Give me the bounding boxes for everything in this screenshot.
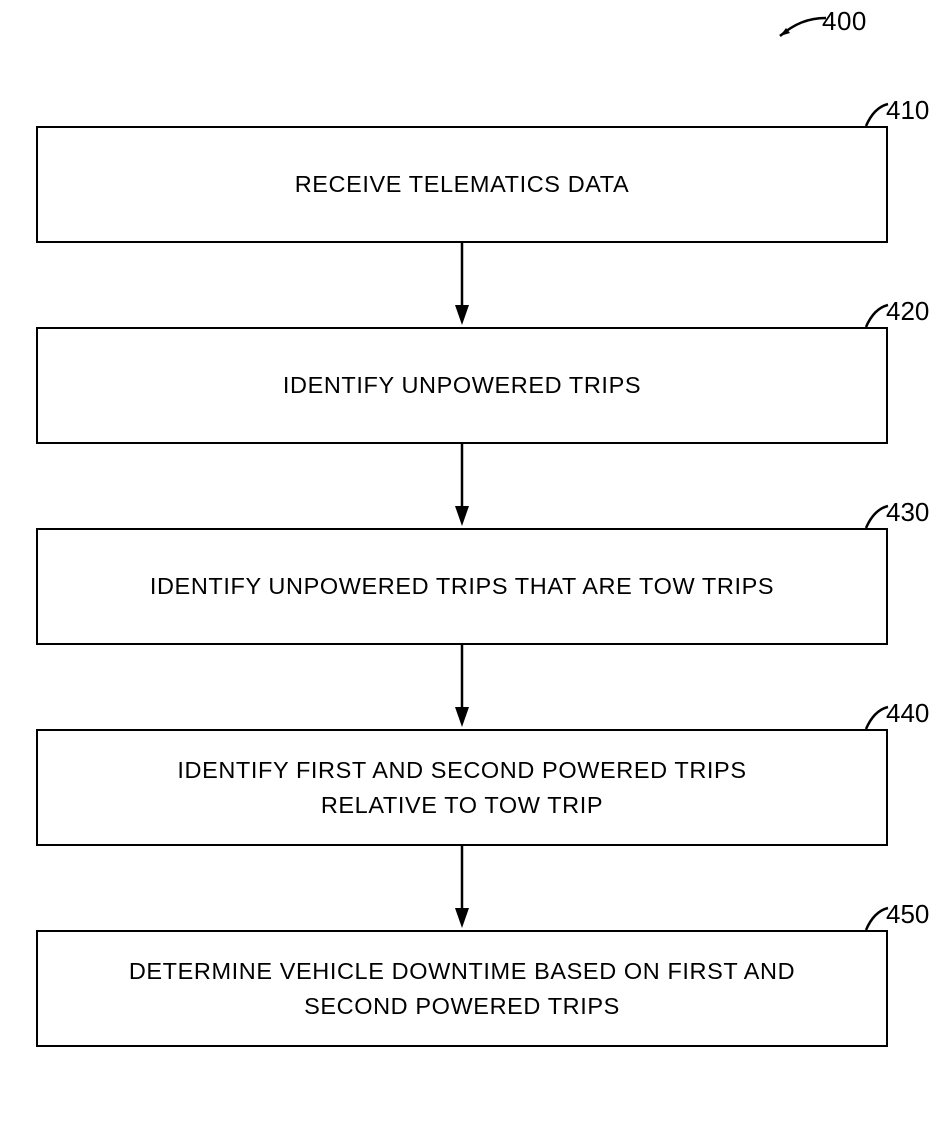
connector-410-420-icon xyxy=(447,243,477,327)
node-440-label xyxy=(177,753,746,821)
connector-420-430-icon xyxy=(447,444,477,528)
node-420[interactable] xyxy=(36,327,888,444)
ref-number-450: 450 xyxy=(886,899,930,929)
ref-number-430: 430 xyxy=(886,497,930,527)
ref-number-420: 420 xyxy=(886,296,930,326)
ref-number-440: 440 xyxy=(886,698,930,728)
node-440[interactable] xyxy=(36,729,888,846)
node-450-label xyxy=(129,954,795,1022)
ref-number-410: 410 xyxy=(886,95,930,125)
node-410-label: RECEIVE TELEMATICS DATA xyxy=(294,171,630,198)
node-450-label-line-2: SECOND POWERED TRIPS xyxy=(304,992,620,1019)
node-440-label-line-1: IDENTIFY FIRST AND SECOND POWERED TRIPS xyxy=(177,757,747,784)
connector-440-450-icon xyxy=(447,846,477,930)
node-420-label: IDENTIFY UNPOWERED TRIPS xyxy=(282,372,642,399)
node-450[interactable] xyxy=(36,930,888,1047)
node-410[interactable] xyxy=(36,126,888,243)
node-430[interactable] xyxy=(36,528,888,645)
node-450-label-line-1: DETERMINE VEHICLE DOWNTIME BASED ON FIRST AND xyxy=(128,958,796,985)
figure-number-leader-icon xyxy=(768,14,828,44)
figure-number: 400 xyxy=(822,6,867,36)
node-440-label-line-2: RELATIVE TO TOW TRIP xyxy=(320,791,604,818)
connector-430-440-icon xyxy=(447,645,477,729)
node-430-label: IDENTIFY UNPOWERED TRIPS THAT ARE TOW TRIPS xyxy=(149,573,775,600)
